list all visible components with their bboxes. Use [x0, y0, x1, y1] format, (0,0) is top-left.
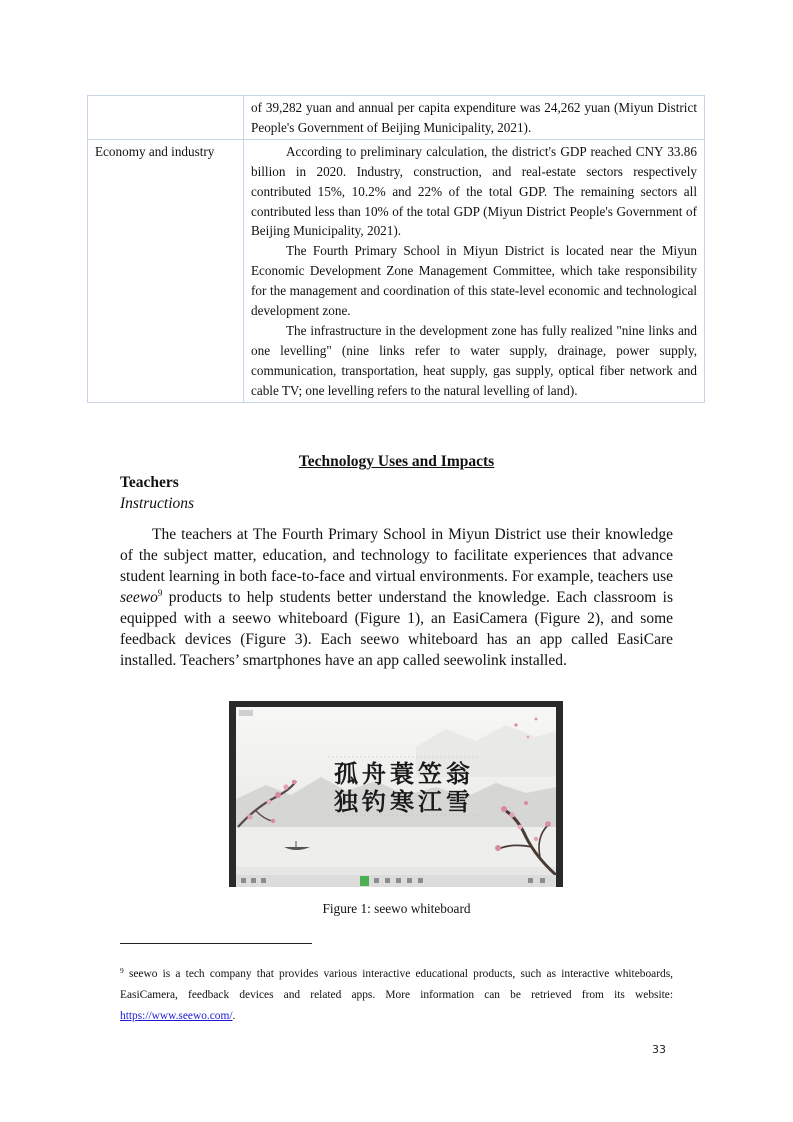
- figure-caption: Figure 1: seewo whiteboard: [322, 901, 471, 916]
- table-cell-label: [88, 96, 244, 140]
- footnote: [120, 964, 673, 1027]
- body-text-part: The teachers at The Fourth Primary School in Miyun District use their knowledge of the subject matter, education, and technology to facilitate experiences that advance student learning in both face-to-face and virtual environments. For example, teachers use: [120, 526, 673, 585]
- brand-name: seewo: [120, 589, 158, 606]
- table-row: [88, 139, 705, 402]
- folder-icon[interactable]: [251, 878, 256, 883]
- redo-icon[interactable]: [407, 878, 412, 883]
- calligraphy-grid: [328, 757, 480, 816]
- subsubheading: Instructions: [120, 495, 195, 512]
- info-table: [87, 95, 705, 403]
- footnote-link[interactable]: https://www.seewo.com/: [120, 1010, 233, 1022]
- next-page-icon[interactable]: [540, 878, 545, 883]
- footnote-text: seewo is a tech company that provides various interactive educational products, such as interactive whiteboards, EasiCamera, feedback devices and related apps. More information can be retrieved from its website:: [120, 968, 673, 1001]
- body-text-part: products to help students better understand the knowledge. Each classroom is equipped with a seewo whiteboard (Figure 1), an EasiCamera (Figure 2), and some feedback devices (Figure 3). Each seewo whiteboard has an app called EasiCare installed. Teachers’ smartphones have an app called seewolink installed.: [120, 589, 673, 669]
- footnote-ref[interactable]: 9: [157, 588, 163, 598]
- tools-icon[interactable]: [418, 878, 423, 883]
- paragraph: The infrastructure in the development zone has fully realized "nine links and one levelling" (nine links refer to water supply, drainage, power supply, communication, transportation, heat supply, gas supply, optical fiber network and cable TV; one levelling refers to the natural levelling of land).: [251, 322, 697, 398]
- body-paragraph: [120, 524, 673, 671]
- footnote-number: 9: [120, 966, 124, 975]
- paragraph: According to preliminary calculation, the district's GDP reached CNY 33.86 billion in 2020. Industry, construction, and real-estate sectors respectively contributed 15%, 10.2% and 22% of the total GDP. The remaining sectors all contributed less than 10% of the total GDP (Miyun District People's Government of Beijing Municipality, 2021).: [251, 143, 697, 239]
- table-cell-label: Economy and industry: [88, 139, 244, 402]
- table-cell-text: [244, 139, 705, 402]
- prev-page-icon[interactable]: [528, 878, 533, 883]
- settings-icon[interactable]: [261, 878, 266, 883]
- poem-line-1: 孤舟蓑笠翁: [334, 760, 474, 788]
- section-title: Technology Uses and Impacts: [298, 453, 495, 470]
- brush-icon[interactable]: [374, 878, 379, 883]
- page-number: 33: [652, 1043, 666, 1056]
- paragraph: The Fourth Primary School in Miyun District is located near the Miyun Economic Development Zone Management Committee, which take responsibility for the management and coordination of this state-level economic and technological development zone.: [251, 243, 697, 319]
- table-cell-text: of 39,282 yuan and annual per capita expenditure was 24,262 yuan (Miyun District People's Government of Beijing Municipality, 2021).: [244, 96, 705, 140]
- whiteboard-figure: [229, 701, 563, 887]
- poem-line-2: 独钓寒江雪: [334, 788, 474, 816]
- footnote-end: .: [232, 1010, 236, 1022]
- undo-icon[interactable]: [396, 878, 401, 883]
- eraser-icon[interactable]: [385, 878, 390, 883]
- pen-tool-icon[interactable]: [360, 876, 369, 886]
- whiteboard-toolbar: [236, 875, 556, 887]
- table-row: [88, 96, 705, 140]
- subheading: Teachers: [120, 474, 179, 491]
- menu-icon[interactable]: [241, 878, 246, 883]
- footnote-divider: [120, 943, 312, 944]
- whiteboard-screen: [236, 707, 556, 887]
- app-label: [239, 710, 253, 716]
